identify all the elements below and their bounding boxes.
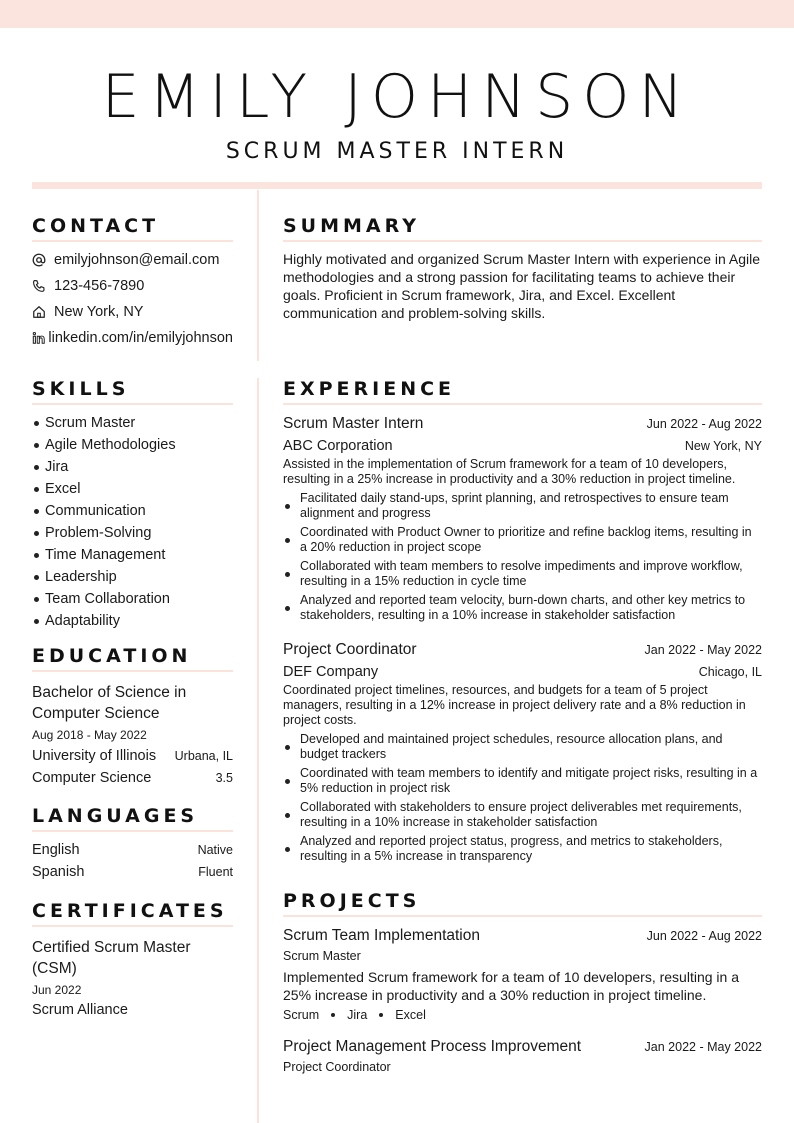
achievement-item: Facilitated daily stand-ups, sprint planning, and retrospectives to ensure team alignment and progress	[283, 491, 762, 521]
project-dates: Jun 2022 - Aug 2022	[646, 929, 762, 943]
degree: Bachelor of Science in Computer Science	[32, 684, 187, 722]
language-row: Spanish Fluent	[32, 864, 233, 880]
skill-item: Jira	[32, 456, 233, 478]
header-divider	[32, 182, 762, 189]
contact-section	[32, 215, 233, 351]
location-text: New York, NY	[54, 304, 144, 320]
achievement-item: Coordinated with Product Owner to prioritize and refine backlog items, resulting in a 20% reduction in project scope	[283, 525, 762, 555]
tag: Jira	[347, 1008, 368, 1022]
project-tags	[283, 1008, 762, 1022]
experience-heading: EXPERIENCE	[283, 378, 762, 405]
school: University of Illinois	[32, 748, 157, 764]
candidate-name: EMILY JOHNSON	[101, 62, 693, 132]
job-description: Coordinated project timelines, resources, and budgets for a team of 5 project managers, resulting in a 12% increase in project delivery rate and a 8% reduction in project costs.	[283, 683, 746, 727]
field: Computer Science	[32, 770, 152, 786]
job-description: Assisted in the implementation of Scrum framework for a team of 10 developers, resulting in a 25% increase in productivity and a 30% reduction in project timeline.	[283, 457, 736, 486]
achievement-item: Collaborated with team members to resolve impediments and improve workflow, resulting in a 15% reduction in cycle time	[283, 559, 762, 589]
languages-heading: LANGUAGES	[32, 805, 233, 832]
job-title: SCRUM MASTER INTERN	[225, 139, 569, 164]
project-title: Project Management Process Improvement	[283, 1038, 582, 1055]
project-role: Scrum Master	[283, 949, 361, 963]
certificates-heading: CERTIFICATES	[32, 900, 233, 927]
summary-heading: SUMMARY	[283, 215, 762, 242]
language-row: English Native	[32, 842, 233, 858]
job-entry	[283, 641, 762, 864]
gpa: 3.5	[215, 771, 233, 785]
phone-text: 123-456-7890	[54, 278, 145, 294]
at-sign-icon	[32, 253, 54, 267]
skill-item: Adaptability	[32, 610, 233, 632]
education-field-row	[32, 767, 233, 789]
education-heading: EDUCATION	[32, 645, 233, 672]
job-dates: Jan 2022 - May 2022	[644, 643, 762, 657]
skills-heading: SKILLS	[32, 378, 233, 405]
certificates-section	[32, 900, 233, 1018]
project-description: Implemented Scrum framework for a team of 10 developers, resulting in a 25% increase in productivity and a 30% reduction in project timeline.	[283, 969, 739, 1003]
home-icon	[32, 305, 54, 319]
skill-item: Communication	[32, 500, 233, 522]
tag: Excel	[395, 1008, 426, 1022]
certificate-date: Jun 2022	[32, 983, 82, 997]
languages-section	[32, 805, 233, 883]
education-school-row	[32, 745, 233, 767]
achievement-item: Analyzed and reported team velocity, burn-down charts, and other key metrics to stakeholders, resulting in a 10% increase in stakeholder satisfaction	[283, 593, 762, 623]
project-entry	[283, 1038, 762, 1074]
skill-item: Agile Methodologies	[32, 434, 233, 456]
project-dates: Jan 2022 - May 2022	[644, 1040, 762, 1054]
job-company: ABC Corporation	[283, 438, 393, 454]
school-location: Urbana, IL	[174, 749, 233, 763]
job-company: DEF Company	[283, 664, 379, 680]
project-entry	[283, 927, 762, 1022]
skill-item: Time Management	[32, 544, 233, 566]
linkedin-text: linkedin.com/in/emilyjohnson	[48, 330, 233, 346]
top-accent-band	[0, 0, 794, 28]
skill-item: Problem-Solving	[32, 522, 233, 544]
job-location: Chicago, IL	[698, 665, 762, 679]
contact-location	[32, 299, 233, 325]
contact-phone[interactable]	[32, 273, 233, 299]
contact-heading: CONTACT	[32, 215, 233, 242]
column-divider-bottom	[257, 378, 259, 1123]
tag: Scrum	[283, 1008, 320, 1022]
column-divider-top	[257, 190, 259, 361]
achievement-item: Analyzed and reported project status, progress, and metrics to stakeholders, resulting in a 5% increase in transparency	[283, 834, 762, 864]
contact-email[interactable]	[32, 247, 233, 273]
achievement-item: Developed and maintained project schedules, resource allocation plans, and budget trackers	[283, 732, 762, 762]
achievement-item: Coordinated with team members to identify and mitigate project risks, resulting in a 5% reduction in project risk	[283, 766, 762, 796]
skill-item: Scrum Master	[32, 412, 233, 434]
skills-section	[32, 378, 233, 632]
skill-item: Excel	[32, 478, 233, 500]
job-location: New York, NY	[684, 439, 762, 453]
certificate-name: Certified Scrum Master (CSM)	[32, 939, 191, 977]
summary-text: Highly motivated and organized Scrum Master Intern with experience in Agile methodologies and a strong passion for facilitating teams to achieve their goals. Proficient in Scrum framework, Jira, and Excel. Excellent communication and problem-solving skills.	[283, 251, 761, 321]
project-role: Project Coordinator	[283, 1060, 391, 1074]
achievement-item: Collaborated with stakeholders to ensure project deliverables met requirements, resulting in a 10% increase in stakeholder satisfaction	[283, 800, 762, 830]
job-role: Scrum Master Intern	[283, 415, 424, 432]
job-entry	[283, 415, 762, 623]
education-section	[32, 645, 233, 789]
experience-section	[283, 378, 762, 864]
job-dates: Jun 2022 - Aug 2022	[646, 417, 762, 431]
skill-item: Team Collaboration	[32, 588, 233, 610]
projects-section	[283, 890, 762, 1074]
projects-heading: PROJECTS	[283, 890, 762, 917]
education-dates: Aug 2018 - May 2022	[32, 728, 147, 742]
skill-item: Leadership	[32, 566, 233, 588]
job-role: Project Coordinator	[283, 641, 417, 658]
phone-icon	[32, 279, 54, 293]
summary-section	[283, 215, 762, 322]
certificate-issuer: Scrum Alliance	[32, 1002, 128, 1018]
project-title: Scrum Team Implementation	[283, 927, 480, 944]
contact-linkedin[interactable]	[32, 325, 233, 351]
email-text: emilyjohnson@email.com	[54, 252, 220, 268]
linkedin-icon	[32, 331, 48, 345]
